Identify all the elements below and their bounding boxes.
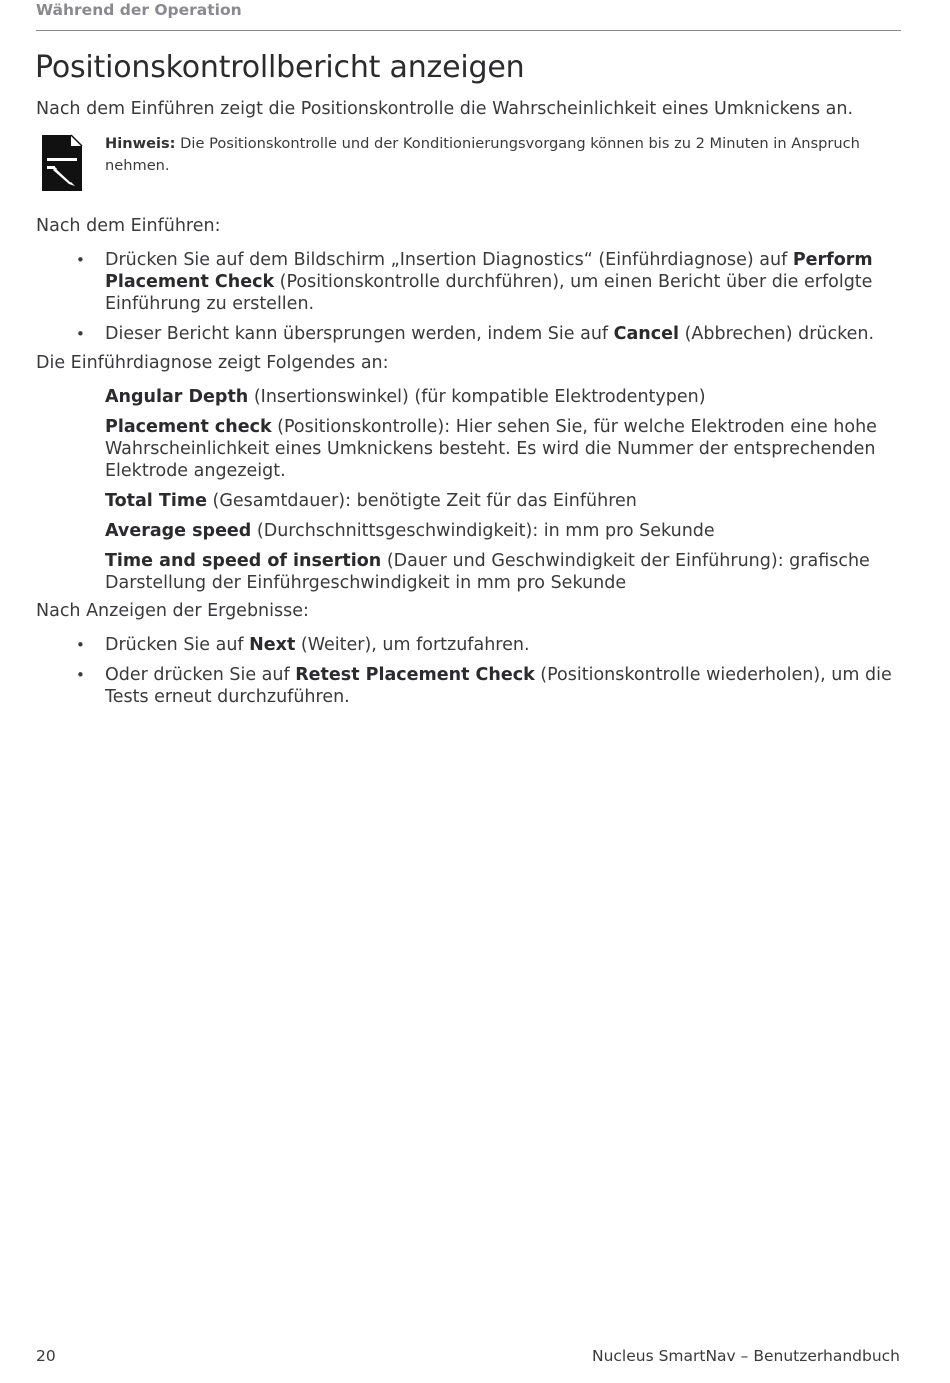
section2-lead: Die Einführdiagnose zeigt Folgendes an:	[36, 353, 389, 373]
bullet-dot: •	[76, 251, 85, 269]
section1-list	[36, 249, 906, 353]
note-label: Hinweis:	[105, 135, 176, 152]
page-number: 20	[36, 1347, 56, 1365]
bullet-dot: •	[76, 666, 85, 684]
note-text	[105, 133, 895, 177]
definition-item: Placement check (Positionskontrolle): Hier sehen Sie, für welche Elektroden eine hohe Wahrscheinlichkeit eines Umknickens besteht. Es wird die Nummer der entsprechenden Elektrode angezeigt.	[105, 417, 877, 481]
section3-lead: Nach Anzeigen der Ergebnisse:	[36, 601, 309, 621]
action-keyword: Perform Placement Check	[105, 250, 873, 292]
footer-doc-title: Nucleus SmartNav – Benutzerhandbuch	[591, 1347, 900, 1365]
header-rule	[36, 30, 901, 31]
bullet-dot: •	[76, 325, 85, 343]
section3-list	[36, 634, 906, 716]
action-keyword: Cancel	[613, 324, 679, 344]
list-item: • Drücken Sie auf Next (Weiter), um fortzufahren.	[76, 635, 530, 655]
list-item: • Dieser Bericht kann übersprungen werden, indem Sie auf Cancel (Abbrechen) drücken.	[76, 324, 875, 344]
definition-item: Average speed (Durchschnittsgeschwindigkeit): in mm pro Sekunde	[105, 521, 715, 541]
section1-lead: Nach dem Einführen:	[36, 216, 221, 236]
intro-paragraph: Nach dem Einführen zeigt die Positionskontrolle die Wahrscheinlichkeit eines Umknickens an.	[36, 99, 854, 119]
action-keyword: Retest Placement Check	[295, 665, 535, 685]
definition-item: Time and speed of insertion (Dauer und Geschwindigkeit der Einführung): grafische Darstellung der Einführgeschwindigkeit in mm pro Sekunde	[105, 551, 870, 593]
list-item: • Drücken Sie auf dem Bildschirm „Insertion Diagnostics“ (Einführdiagnose) auf Perform Placement Check (Positionskontrolle durchführen), um einen Bericht über die erfolgte Einführung zu erstellen.	[76, 250, 873, 314]
list-item: • Oder drücken Sie auf Retest Placement Check (Positionskontrolle wiederholen), um die Tests erneut durchzuführen.	[76, 665, 892, 707]
definition-item: Angular Depth (Insertionswinkel) (für kompatible Elektrodentypen)	[105, 387, 706, 407]
action-keyword: Next	[249, 635, 296, 655]
running-head: Während der Operation	[36, 1, 242, 19]
note-body: Die Positionskontrolle und der Konditionierungsvorgang können bis zu 2 Minuten in Anspruch nehmen.	[105, 135, 860, 174]
bullet-dot: •	[76, 636, 85, 654]
diagnostics-list	[105, 386, 895, 602]
page-title: Positionskontrollbericht anzeigen	[35, 50, 525, 85]
note-document-icon	[41, 134, 83, 192]
definition-item: Total Time (Gesamtdauer): benötigte Zeit für das Einführen	[105, 491, 637, 511]
